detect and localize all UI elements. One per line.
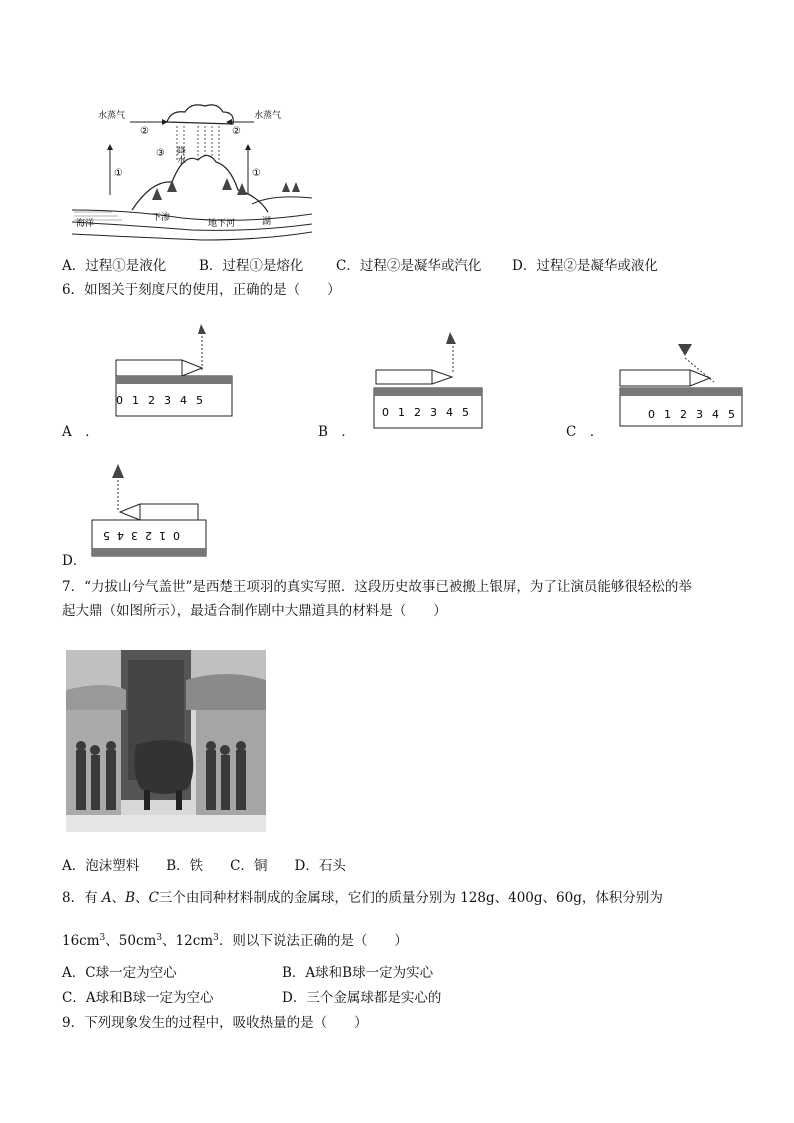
ruler-c-tick-4: 4 [712,408,719,421]
ruler-b-tick-1: 1 [398,406,405,419]
q8-option-a[interactable]: A．C球一定为空心 [62,965,177,981]
lake-label: 湖 [262,217,272,227]
q7-stem-line-2: 起大鼎（如图所示），最适合制作剧中大鼎道具的材料是（ ） [62,603,447,619]
ruler-figure-b [370,330,485,430]
underground-river-label: 地下河 [208,219,236,229]
q8-stem-text: 三个由同种材料制成的金属球，它们的质量分别为 128g、400g、60g，体积分别为 [158,890,663,906]
ruler-d-tick-5: 5 [103,529,110,542]
q8-stem-tail: ．则以下说法正确的是（ ） [218,933,408,949]
q8-option-c[interactable]: C．A球和B球一定为空心 [62,990,214,1006]
ruler-c-tick-5: 5 [728,408,735,421]
q8-prefix: 8．有 [62,890,98,906]
ruler-d-tick-2: 2 [145,529,152,542]
q6-option-a-label[interactable]: A ． [62,424,99,440]
water-cycle-diagram [72,100,312,248]
q8-stem-line-1 [62,889,663,907]
ruler-a-tick-5: 5 [196,394,203,407]
ruler-d-tick-0: 0 [173,529,180,542]
process-3-label: ③ [156,148,165,159]
q7-options[interactable]: A．泡沫塑料 B．铁 C．铜 D．石头 [62,858,346,874]
ruler-b-tick-4: 4 [446,406,453,419]
process-2-left: ② [140,126,149,137]
ruler-c-tick-2: 2 [680,408,687,421]
q8-exp-2: 3 [156,933,163,943]
q8-volume-2: 、50cm [105,933,157,949]
q8-volume-1: 16cm [62,933,100,949]
q8-exp-3: 3 [213,933,219,943]
ruler-b-tick-3: 3 [430,406,437,419]
ruler-c-tick-0: 0 [648,408,655,421]
ruler-b-tick-0: 0 [382,406,389,419]
q8-stem-line-2 [62,932,408,950]
q5-option-b[interactable]: B．过程①是熔化 [199,258,304,274]
ruler-a-tick-1: 1 [132,394,139,407]
process-1-left: ① [114,168,123,179]
q8-ball-b: B [125,890,136,906]
q8-sep-1: 、 [111,890,126,906]
ruler-figure-a [110,322,235,422]
q5-option-a[interactable]: A．过程①是液化 [62,258,167,274]
precip-label: 降水 [175,146,185,164]
q8-volume-3: 、12cm [162,933,214,949]
q6-option-b-label[interactable]: B ． [318,424,355,440]
ruler-c-tick-1: 1 [664,408,671,421]
cauldron-photo [66,650,266,832]
q8-exp-1: 3 [99,933,106,943]
ruler-a-tick-4: 4 [180,394,187,407]
ruler-c-tick-3: 3 [696,408,703,421]
ruler-a-tick-0: 0 [116,394,123,407]
ruler-a-tick-3: 3 [164,394,171,407]
q8-option-b[interactable]: B．A球和B球一定为实心 [282,965,434,981]
vapor-right-label: 水蒸气 [254,111,282,121]
process-2-right: ② [232,126,241,137]
q7-stem-line-1: 7．“力拔山兮气盖世”是西楚王项羽的真实写照．这段历史故事已被搬上银屏，为了让演员能够很轻松的举 [62,579,692,595]
ruler-a-tick-2: 2 [148,394,155,407]
q5-option-c[interactable]: C．过程②是凝华或汽化 [336,258,482,274]
q5-option-d[interactable]: D．过程②是凝华或液化 [512,258,658,274]
q8-sep-2: 、 [135,890,149,906]
q8-ball-a: A [101,890,112,906]
q9-stem: 9．下列现象发生的过程中，吸收热量的是（ ） [62,1015,368,1031]
ruler-b-tick-5: 5 [462,406,469,419]
vapor-left-label: 水蒸气 [98,111,126,121]
ruler-d-tick-4: 4 [117,529,124,542]
q6-option-c-label[interactable]: C ． [566,424,604,440]
ruler-b-tick-2: 2 [414,406,421,419]
ruler-d-tick-1: 1 [159,529,166,542]
process-1-right: ① [252,168,261,179]
q8-option-d[interactable]: D．三个金属球都是实心的 [282,990,442,1006]
q8-ball-c: C [148,890,159,906]
runoff-label: 下渗 [152,213,171,223]
q6-option-d-label[interactable]: D． [62,553,87,569]
q6-stem: 6．如图关于刻度尺的使用，正确的是（ ） [62,282,341,298]
ocean-label: 海洋 [76,219,95,229]
ruler-d-tick-3: 3 [131,529,138,542]
ruler-figure-d [88,460,208,560]
ruler-figure-c [614,340,744,430]
